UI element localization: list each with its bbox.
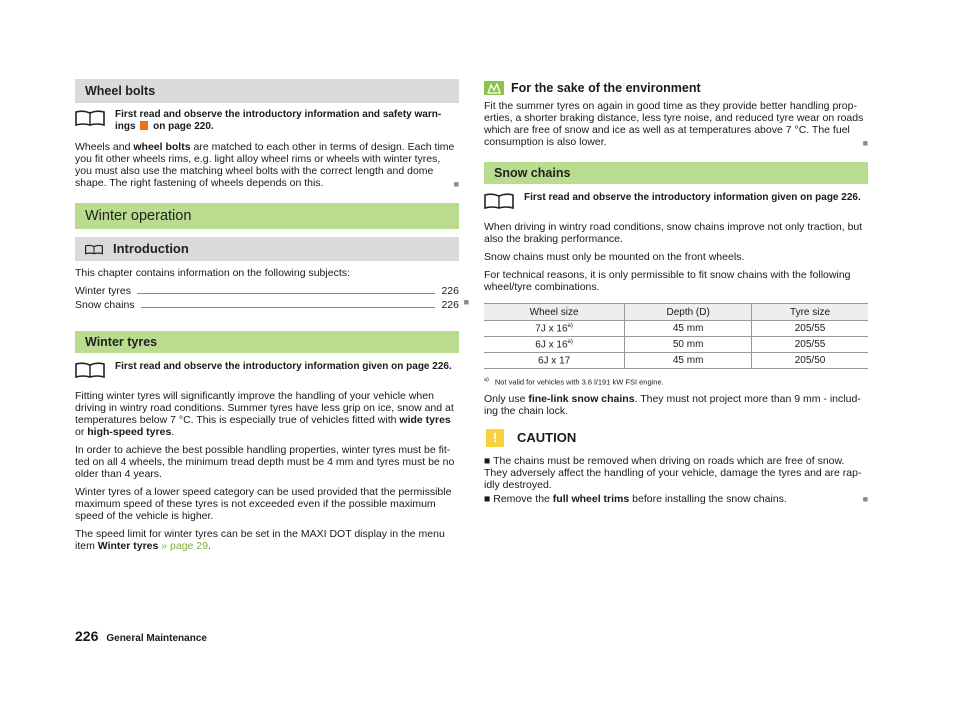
table-row: 7J x 16$^{a)}$ 45 mm 205/55 bbox=[484, 321, 868, 337]
caution-title: CAUTION bbox=[517, 430, 577, 445]
section-end-mark: ■ bbox=[453, 179, 459, 189]
heading-winter-tyres: Winter tyres bbox=[75, 331, 459, 353]
read-first-note bbox=[75, 109, 459, 133]
introduction-text: This chapter contains information on the following subjects: bbox=[75, 267, 350, 279]
winter-tyres-paragraph-2: In order to achieve the best possible handling properties, winter tyres must be fit- ted on all 4 wheels, the minimum tread depth must be 4 mm and tyres must be no older than 4 years. bbox=[75, 444, 455, 480]
caution-heading bbox=[484, 429, 868, 447]
heading-winter-operation: Winter operation bbox=[75, 203, 459, 229]
environment-title: For the sake of the environment bbox=[511, 81, 701, 95]
read-first-text-2: ings bbox=[115, 121, 136, 132]
environment-icon bbox=[484, 81, 504, 95]
book-icon bbox=[75, 110, 105, 126]
snow-chain-table bbox=[484, 303, 868, 369]
snow-chains-paragraph-2: Snow chains must only be mounted on the front wheels. bbox=[484, 251, 745, 263]
read-first-note bbox=[75, 361, 459, 378]
section-name: General Maintenance bbox=[106, 633, 207, 644]
read-first-text: First read and observe the introductory information and safety warn- bbox=[115, 109, 442, 120]
environment-heading bbox=[484, 79, 868, 97]
heading-wheel-bolts: Wheel bolts bbox=[75, 79, 459, 103]
book-icon bbox=[484, 193, 514, 209]
snow-chains-paragraph-1: When driving in wintry road conditions, snow chains improve not only traction, but also the braking performance. bbox=[484, 221, 863, 245]
toc-entry-snow-chains[interactable]: Snow chains 226 ■ bbox=[75, 297, 469, 311]
column-header: Wheel size bbox=[484, 304, 625, 321]
section-end-mark: ■ bbox=[862, 138, 868, 148]
table-footnote: $^{a)}$ Not valid for vehicles with 3.6 l/191 kW FSI engine. bbox=[484, 377, 664, 387]
caution-icon: ! bbox=[486, 429, 504, 447]
warning-icon bbox=[140, 121, 148, 130]
read-first-text: First read and observe the introductory information given on page 226. bbox=[524, 192, 861, 203]
winter-tyres-paragraph-1: Fitting winter tyres will significantly improve the handling of your vehicle when driving in wintry road conditions. Summer tyres have less grip on ice, snow and at temperatures below 7 °C. This is especially true of vehicles fitted with wide tyres or high-speed tyres. bbox=[75, 390, 454, 438]
page-number: 226 bbox=[75, 628, 99, 644]
read-first-text: First read and observe the introductory information given on page 226. bbox=[115, 361, 452, 372]
wheel-bolts-paragraph: Wheels and wheel bolts are matched to each other in terms of design. Each time you fit other wheels rims, e.g. light alloy wheel rims or wheels with winter tyres, you must also use the matching wheel bolts with the correct length and dome shape. The right fastening of wheels depends on this. bbox=[75, 141, 455, 189]
toc-entry-winter-tyres[interactable]: Winter tyres 226 bbox=[75, 285, 459, 297]
table-row: 6J x 16$^{a)}$ 50 mm 205/55 bbox=[484, 337, 868, 353]
book-icon bbox=[85, 244, 103, 255]
page-link[interactable]: » page 29 bbox=[158, 540, 208, 552]
winter-tyres-paragraph-4: The speed limit for winter tyres can be set in the MAXI DOT display in the menu item Winter tyres » page 29. bbox=[75, 528, 445, 552]
snow-chains-paragraph-4: Only use fine-link snow chains. They must not project more than 9 mm - includ- ing the chain lock. bbox=[484, 392, 861, 417]
read-first-page-ref[interactable]: on page 220. bbox=[153, 121, 214, 132]
read-first-note bbox=[484, 192, 868, 209]
right-column bbox=[484, 79, 868, 511]
winter-tyres-paragraph-3: Winter tyres of a lower speed category can be used provided that the permissible maximum speed of these tyres is not exceeded even if the possible maximum speed of the vehicle is higher. bbox=[75, 486, 452, 522]
table-row: 6J x 17 45 mm 205/50 bbox=[484, 353, 868, 369]
caution-item-2: ■ Remove the full wheel trims before installing the snow chains. ■ bbox=[484, 492, 868, 505]
page-footer bbox=[75, 628, 207, 644]
table-header-row bbox=[484, 304, 868, 321]
column-header: Tyre size bbox=[752, 304, 868, 321]
environment-text: Fit the summer tyres on again in good time as they provide better handling prop- erties, a shorter braking distance, less tyre noise, and reduced tyre wear on roads which are free of snow and ice as well as at temperatures above 7 °C. The fuel consumption is also lower. bbox=[484, 100, 864, 148]
introduction-title: Introduction bbox=[113, 241, 189, 256]
heading-introduction bbox=[75, 237, 459, 261]
section-end-mark: ■ bbox=[862, 493, 868, 504]
book-icon bbox=[75, 362, 105, 378]
caution-item-1: ■ The chains must be removed when driving on roads which are free of snow. They adversely affect the handling of your vehicle, damage the tyres and are rap- idly destroyed. bbox=[484, 454, 862, 491]
column-header: Depth (D) bbox=[625, 304, 752, 321]
section-end-mark: ■ bbox=[463, 297, 469, 307]
snow-chains-paragraph-3: For technical reasons, it is only permissible to fit snow chains with the following wheel/tyre combinations. bbox=[484, 269, 851, 293]
left-column bbox=[75, 79, 469, 558]
heading-snow-chains: Snow chains bbox=[484, 162, 868, 184]
